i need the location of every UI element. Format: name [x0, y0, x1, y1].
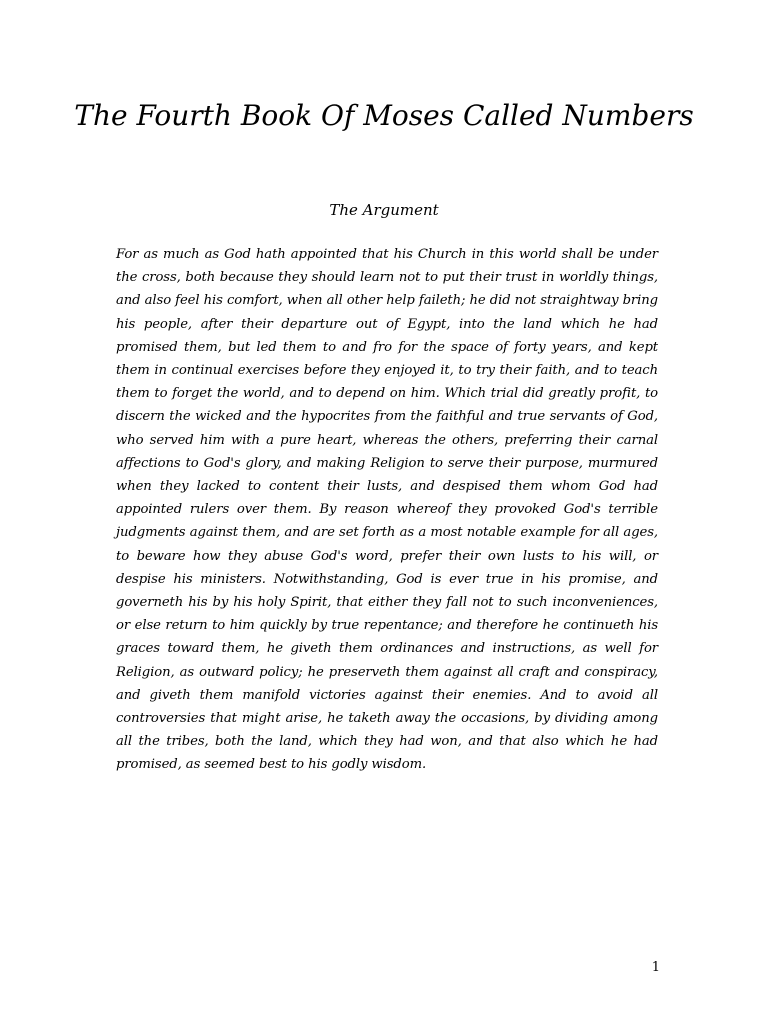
section-subtitle: The Argument [329, 201, 439, 219]
page-number: 1 [651, 960, 660, 975]
body-paragraph: For as much as God hath appointed that his Church in this world shall be under the cross, both because they should learn not to put their trust in worldly things, and also feel his comfort, when all other help faileth; he did not straightway bring his people, after their departure out of Egypt, into the land which he had promised them, but led them to and fro for the space of forty years, and kept them in continual exercises before they enjoyed it, to try their faith, and to teach them to forget the world, and to depend on him. Which trial did greatly profit, to discern the wicked and the hypocrites from the faithful and true servants of God, who served him with a pure heart, whereas the others, preferring their carnal affections to God's glory, and making Religion to serve their purpose, murmured when they lacked to content their lusts, and despised them whom God had appointed rulers over them. By reason whereof they provoked God's terrible judgments against them, and are set forth as a most notable example for all ages, to beware how they abuse God's word, prefer their own lusts to his will, or despise his ministers. Notwithstanding, God is ever true in his promise, and governeth his by his holy Spirit, that either they fall not to such inconveniences, or else return to him quickly by true repentance; and therefore he continueth his graces toward them, he giveth them ordinances and instructions, as well for Religion, as outward policy; he preserveth them against all craft and conspiracy, and giveth them manifold victories against their enemies. And to avoid all controversies that might arise, he taketh away the occasions, by dividing among all the tribes, both the land, which they had won, and that also which he had promised, as seemed best to his godly wisdom. [116, 247, 658, 773]
page-title: The Fourth Book Of Moses Called Numbers [74, 99, 694, 132]
